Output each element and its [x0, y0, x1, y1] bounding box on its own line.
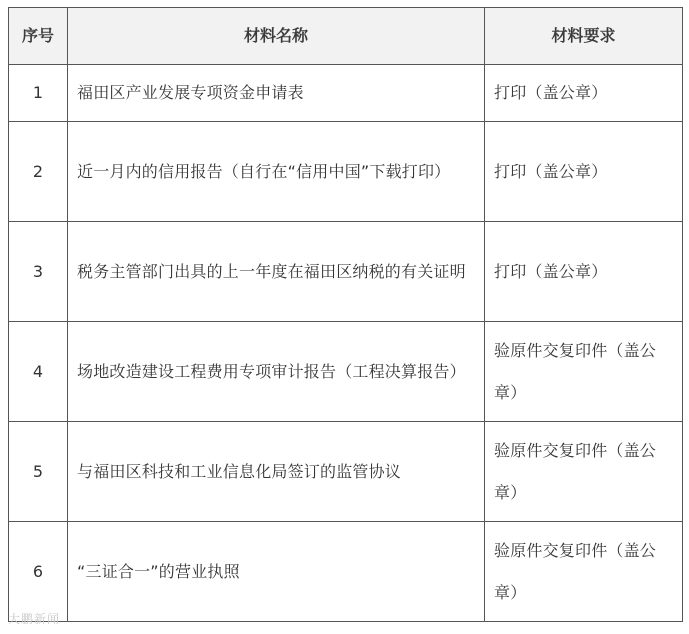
row-material-requirement: 打印（盖公章）	[485, 65, 683, 122]
table-row	[9, 65, 683, 122]
watermark: 大鹏新闻	[8, 612, 61, 626]
row-serial-number: 4	[9, 322, 68, 422]
header-material-name: 材料名称	[68, 8, 485, 65]
row-serial-number: 1	[9, 65, 68, 122]
table-header-row	[9, 8, 683, 65]
row-serial-number: 2	[9, 122, 68, 222]
row-material-requirement: 验原件交复印件（盖公章）	[485, 322, 683, 422]
row-serial-number: 3	[9, 222, 68, 322]
row-serial-number: 6	[9, 522, 68, 622]
row-material-requirement: 验原件交复印件（盖公章）	[485, 522, 683, 622]
header-serial-number: 序号	[9, 8, 68, 65]
table-row	[9, 422, 683, 522]
row-material-name: 与福田区科技和工业信息化局签订的监管协议	[68, 422, 485, 522]
row-material-name: 场地改造建设工程费用专项审计报告（工程决算报告）	[68, 322, 485, 422]
row-material-name: “三证合一”的营业执照	[68, 522, 485, 622]
row-material-requirement: 验原件交复印件（盖公章）	[485, 422, 683, 522]
materials-table	[8, 7, 683, 622]
row-serial-number: 5	[9, 422, 68, 522]
table-row	[9, 522, 683, 622]
row-material-requirement: 打印（盖公章）	[485, 122, 683, 222]
row-material-requirement: 打印（盖公章）	[485, 222, 683, 322]
header-material-requirement: 材料要求	[485, 8, 683, 65]
row-material-name: 近一月内的信用报告（自行在“信用中国”下载打印）	[68, 122, 485, 222]
table-row	[9, 222, 683, 322]
row-material-name: 税务主管部门出具的上一年度在福田区纳税的有关证明	[68, 222, 485, 322]
row-material-name: 福田区产业发展专项资金申请表	[68, 65, 485, 122]
table-row	[9, 122, 683, 222]
table-row	[9, 322, 683, 422]
